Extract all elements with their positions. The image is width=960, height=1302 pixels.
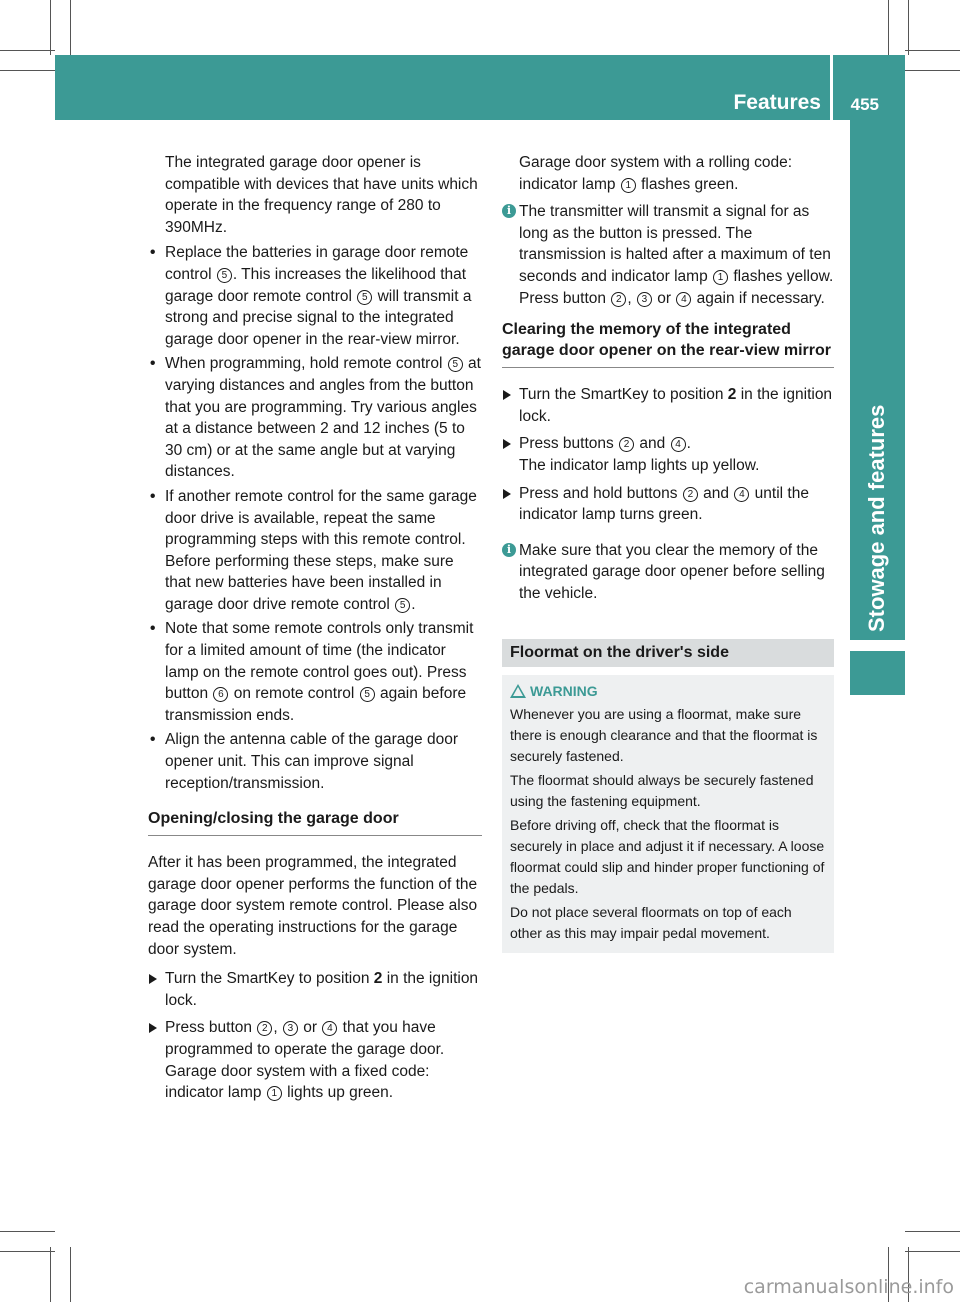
page-number: 455: [850, 95, 879, 114]
list-item: • Replace the batteries in garage door remote control 5 . This increases the likelihood that garage door remote control 5 will transmit a strong and precise signal to the integrated garage door opener in the rear-view mirror.: [148, 242, 482, 350]
callout-number: 4: [671, 437, 686, 452]
callout-number: 2: [611, 292, 626, 307]
list-item: • When programming, hold remote control 5 at varying distances and angles from the button that you are programming. Try various angles at a distance between 2 and 12 inches (5 to 30 cm) or at the same angle but at varying distances.: [148, 353, 482, 483]
info-note: i Make sure that you clear the memory of the integrated garage door opener before selling the vehicle.: [502, 540, 834, 605]
callout-number: 4: [676, 292, 691, 307]
result-paragraph: Garage door system with a rolling code: indicator lamp 1 flashes green.: [519, 154, 793, 193]
callout-number: 6: [213, 687, 228, 702]
list-item: • If another remote control for the same garage door drive is available, repeat the same programming steps with this remote control. Before performing these steps, make sure that new batteries have been installed in garage door drive remote control 5 .: [148, 486, 482, 616]
crop-mark: [0, 1231, 55, 1232]
crop-mark: [0, 50, 55, 51]
right-column: [502, 152, 834, 953]
warning-header: WARNING: [510, 681, 826, 702]
crop-mark: [905, 1251, 960, 1252]
callout-number: 1: [621, 178, 636, 193]
callout-number: 5: [357, 290, 372, 305]
instruction-step: Turn the SmartKey to position 2 in the ignition lock.: [148, 968, 482, 1011]
subsection-heading: Opening/closing the garage door: [148, 808, 482, 836]
callout-number: 2: [257, 1021, 272, 1036]
callout-number: 5: [448, 357, 463, 372]
callout-number: 5: [395, 598, 410, 613]
crop-mark: [0, 70, 55, 71]
callout-number: 4: [322, 1021, 337, 1036]
callout-number: 5: [360, 687, 375, 702]
chapter-tab-label: Stowage and features: [864, 404, 889, 632]
crop-mark: [70, 1247, 71, 1302]
instruction-step: Turn the SmartKey to position 2 in the ignition lock.: [502, 384, 834, 427]
callout-number: 1: [713, 270, 728, 285]
watermark: carmanualsonline.info: [743, 1276, 954, 1298]
intro-paragraph: The integrated garage door opener is compatible with devices that have units which operate in the frequency range of 280 to 390MHz.: [165, 154, 478, 236]
crop-mark: [905, 70, 960, 71]
info-icon: i: [502, 204, 516, 218]
warning-text: Whenever you are using a floormat, make sure there is enough clearance and that the floormat is securely fastened.: [510, 705, 818, 764]
warning-text: Do not place several floormats on top of each other as this may impair pedal movement.: [510, 903, 792, 941]
header-divider: [830, 55, 833, 120]
crop-mark: [905, 50, 960, 51]
warning-box: [502, 675, 834, 953]
instruction-step: Press and hold buttons 2 and 4 until the indicator lamp turns green.: [502, 483, 834, 526]
crop-mark: [70, 0, 71, 55]
section-heading-box: Floormat on the driver's side: [502, 639, 834, 667]
step-arrow-icon: [149, 974, 157, 984]
callout-number: 5: [217, 268, 232, 283]
callout-number: 2: [683, 487, 698, 502]
list-item: • Note that some remote controls only transmit for a limited amount of time (the indicator lamp on the remote control goes out). Press button 6 on remote control 5 again before transmission ends.: [148, 618, 482, 726]
callout-number: 1: [267, 1086, 282, 1101]
instruction-step: Press button 2 , 3 or 4 that you have programmed to operate the garage door. Garage door system with a fixed code: indicator lamp 1 lights up green.: [148, 1017, 482, 1103]
instruction-step: Press buttons 2 and 4 . The indicator lamp lights up yellow.: [502, 433, 834, 476]
warning-triangle-icon: [510, 684, 526, 698]
info-icon: i: [502, 543, 516, 557]
step-arrow-icon: [149, 1023, 157, 1033]
crop-mark: [50, 0, 51, 55]
crop-mark: [50, 1247, 51, 1302]
chapter-tab: [850, 120, 905, 640]
crop-mark: [888, 0, 889, 55]
page-header: [55, 55, 905, 120]
crop-mark: [908, 0, 909, 55]
section-title: Features: [733, 91, 821, 114]
callout-number: 4: [734, 487, 749, 502]
callout-number: 2: [619, 437, 634, 452]
step-arrow-icon: [503, 390, 511, 400]
info-note: i The transmitter will transmit a signal for as long as the button is pressed. The transmission is halted after a maximum of ten seconds and indicator lamp 1 flashes yellow. Press button 2 , 3 or 4 again if necessary.: [502, 201, 834, 309]
crop-mark: [905, 1231, 960, 1232]
left-column: [148, 152, 482, 1110]
callout-number: 3: [283, 1021, 298, 1036]
list-item: • Align the antenna cable of the garage door opener unit. This can improve signal reception/transmission.: [148, 729, 482, 794]
step-arrow-icon: [503, 489, 511, 499]
step-arrow-icon: [503, 439, 511, 449]
body-paragraph: After it has been programmed, the integrated garage door opener performs the function of the garage door system remote control. Please also read the operating instructions for the garage door system.: [148, 854, 478, 958]
chapter-marker: [850, 651, 905, 695]
warning-text: Before driving off, check that the floormat is securely in place and adjust it if necessary. A loose floormat could slip and hinder proper functioning of the pedals.: [510, 816, 825, 896]
warning-text: The floormat should always be securely fastened using the fastening equipment.: [510, 771, 814, 809]
crop-mark: [0, 1251, 55, 1252]
subsection-heading: Clearing the memory of the integrated garage door opener on the rear-view mirror: [502, 319, 834, 368]
callout-number: 3: [637, 292, 652, 307]
